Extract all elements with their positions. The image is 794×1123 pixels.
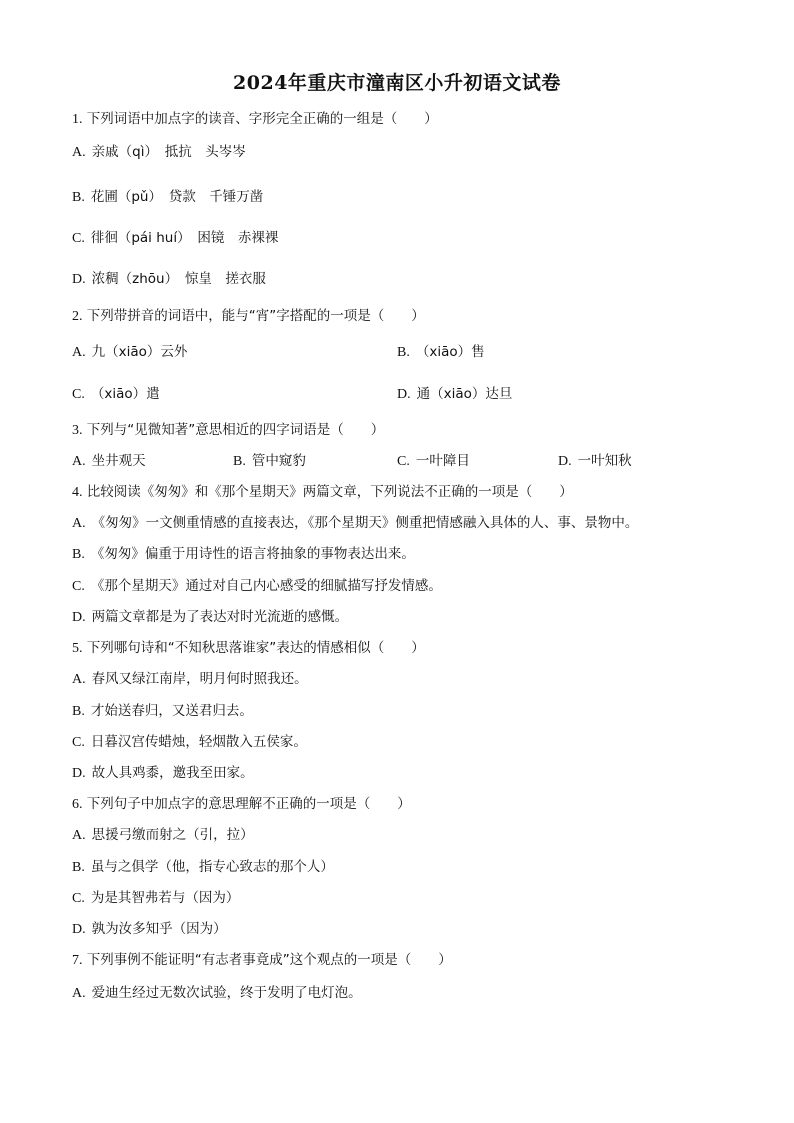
question-number: 4. xyxy=(72,485,83,500)
option-text: 徘徊（pái huí） 困镜 赤裸裸 xyxy=(90,230,279,246)
option-label: D. xyxy=(72,922,86,937)
option-text: 故人具鸡黍，邀我至田家。 xyxy=(91,765,254,781)
question-text: 下列带拼音的词语中，能与“宵”字搭配的一项是（ ） xyxy=(86,308,425,324)
question-6-option-d xyxy=(72,920,227,939)
question-text: 下列事例不能证明“有志者事竟成”这个观点的一项是（ ） xyxy=(86,952,452,968)
option-label: A. xyxy=(72,672,86,687)
option-label: A. xyxy=(72,454,86,469)
question-2-option-a xyxy=(72,343,187,362)
question-2-stem xyxy=(72,307,425,326)
option-text: （xiāo）售 xyxy=(415,344,485,360)
question-text: 下列句子中加点字的意思理解不正确的一项是（ ） xyxy=(86,796,411,812)
option-label: B. xyxy=(397,345,410,360)
option-label: D. xyxy=(72,272,86,287)
option-label: C. xyxy=(397,454,410,469)
option-label: C. xyxy=(72,231,85,246)
question-5-stem xyxy=(72,639,425,658)
option-text: 一叶知秋 xyxy=(577,453,632,469)
question-1-option-a xyxy=(72,143,246,162)
question-6-option-c xyxy=(72,889,239,908)
question-6-option-a xyxy=(72,826,254,845)
question-text: 下列哪句诗和“不知秋思落谁家”表达的情感相似（ ） xyxy=(86,640,425,656)
option-label: A. xyxy=(72,828,86,843)
question-number: 1. xyxy=(72,112,83,127)
option-text: 春风又绿江南岸，明月何时照我还。 xyxy=(91,671,308,687)
option-label: B. xyxy=(233,454,246,469)
option-label: D. xyxy=(72,610,86,625)
option-label: A. xyxy=(72,986,86,1001)
option-label: D. xyxy=(397,387,411,402)
option-text: 坐井观天 xyxy=(91,453,146,469)
option-text: 浓稠（zhōu） 惊皇 搓衣服 xyxy=(91,271,266,287)
option-label: B. xyxy=(72,704,85,719)
option-label: C. xyxy=(72,579,85,594)
question-5-option-a xyxy=(72,670,308,689)
option-text: 孰为汝多知乎（因为） xyxy=(91,921,227,937)
question-1-option-d xyxy=(72,270,266,289)
question-text: 下列词语中加点字的读音、字形完全正确的一组是（ ） xyxy=(86,111,438,127)
question-4-option-a xyxy=(72,514,638,533)
question-1-stem xyxy=(72,110,438,129)
question-2-option-d xyxy=(397,385,512,404)
question-4-option-c xyxy=(72,577,442,596)
question-5-option-b xyxy=(72,702,253,721)
option-text: （xiāo）遣 xyxy=(90,386,160,402)
question-number: 6. xyxy=(72,797,83,812)
option-text: 虽与之俱学（他，指专心致志的那个人） xyxy=(90,859,334,875)
question-text: 下列与“见微知著”意思相近的四字词语是（ ） xyxy=(86,422,385,438)
option-text: 思援弓缴而射之（引，拉） xyxy=(91,827,254,843)
question-2-option-b xyxy=(397,343,485,362)
question-3-option-d xyxy=(558,452,632,471)
question-text: 比较阅读《匆匆》和《那个星期天》两篇文章，下列说法不正确的一项是（ ） xyxy=(86,484,573,500)
question-3-option-b xyxy=(233,452,306,471)
option-label: B. xyxy=(72,547,85,562)
option-label: D. xyxy=(558,454,572,469)
question-6-stem xyxy=(72,795,411,814)
question-4-option-b xyxy=(72,545,415,564)
question-number: 7. xyxy=(72,953,83,968)
option-label: C. xyxy=(72,735,85,750)
question-3-stem xyxy=(72,421,384,440)
question-2-option-c xyxy=(72,385,160,404)
option-text: 管中窥豹 xyxy=(251,453,306,469)
option-text: 《匆匆》偏重于用诗性的语言将抽象的事物表达出来。 xyxy=(90,546,415,562)
question-1-option-c xyxy=(72,229,278,248)
option-text: 为是其智弗若与（因为） xyxy=(90,890,240,906)
question-number: 2. xyxy=(72,309,83,324)
option-text: 日暮汉宫传蜡烛，轻烟散入五侯家。 xyxy=(90,734,307,750)
option-text: 两篇文章都是为了表达对时光流逝的感慨。 xyxy=(91,609,349,625)
option-label: A. xyxy=(72,145,86,160)
option-label: B. xyxy=(72,190,85,205)
question-4-stem xyxy=(72,483,573,502)
option-text: 花圃（pǔ） 贷款 千锤万凿 xyxy=(90,189,264,205)
option-text: 一叶障目 xyxy=(415,453,470,469)
option-label: C. xyxy=(72,891,85,906)
option-text: 《匆匆》一文侧重情感的直接表达，《那个星期天》侧重把情感融入具体的人、事、景物中。 xyxy=(91,515,639,531)
question-number: 3. xyxy=(72,423,83,438)
option-text: 才始送春归，又送君归去。 xyxy=(90,703,253,719)
question-4-option-d xyxy=(72,608,348,627)
option-text: 《那个星期天》通过对自己内心感受的细腻描写抒发情感。 xyxy=(90,578,442,594)
question-6-option-b xyxy=(72,858,334,877)
question-3-option-a xyxy=(72,452,146,471)
question-7-option-a xyxy=(72,984,362,1003)
question-number: 5. xyxy=(72,641,83,656)
option-label: B. xyxy=(72,860,85,875)
option-text: 亲戚（qì） 抵抗 头岑岑 xyxy=(91,144,246,160)
option-label: D. xyxy=(72,766,86,781)
option-text: 九（xiāo）云外 xyxy=(91,344,188,360)
question-3-option-c xyxy=(397,452,470,471)
question-5-option-c xyxy=(72,733,307,752)
question-5-option-d xyxy=(72,764,254,783)
option-label: A. xyxy=(72,345,86,360)
question-1-option-b xyxy=(72,188,263,207)
option-label: C. xyxy=(72,387,85,402)
option-label: A. xyxy=(72,516,86,531)
option-text: 爱迪生经过无数次试验，终于发明了电灯泡。 xyxy=(91,985,362,1001)
question-7-stem xyxy=(72,951,452,970)
page-title: 2024年重庆市潼南区小升初语文试卷 xyxy=(233,72,561,94)
option-text: 通（xiāo）达旦 xyxy=(416,386,513,402)
